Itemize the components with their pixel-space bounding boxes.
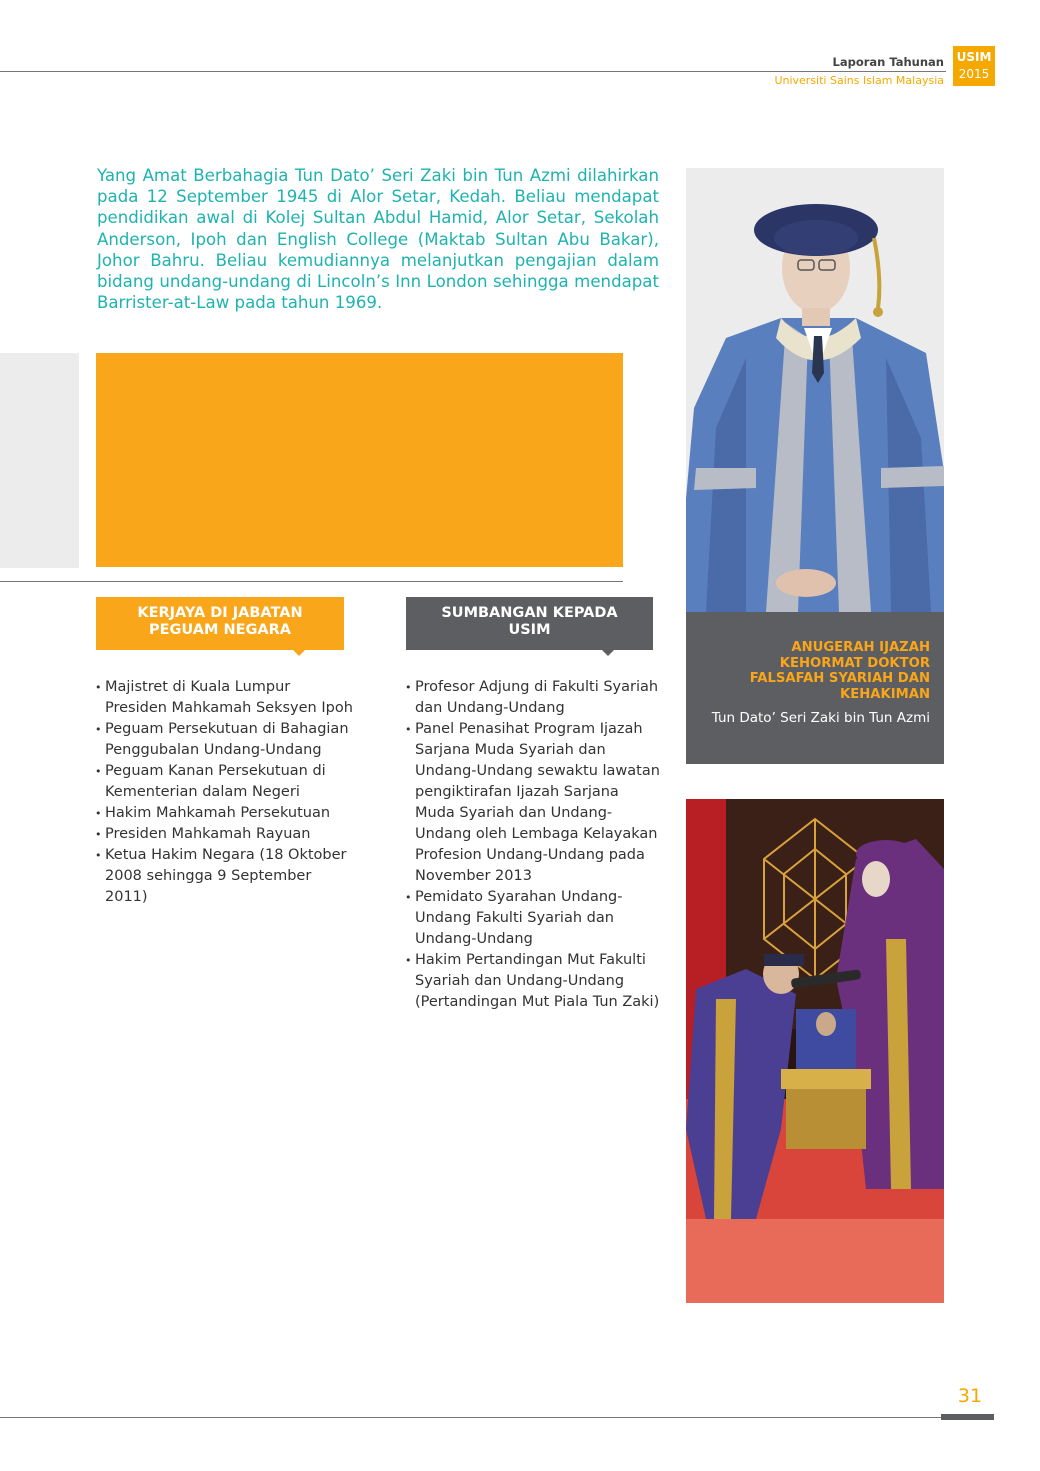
ceremony-illustration xyxy=(686,799,944,1303)
list-item: • Presiden Mahkamah Rayuan xyxy=(95,824,355,845)
awardee-name: Tun Dato’ Seri Zaki bin Tun Azmi xyxy=(711,710,930,726)
list-item: • Profesor Adjung di Fakulti Syariah dan Undang-Undang xyxy=(405,677,660,719)
career-heading-pointer xyxy=(293,650,305,656)
award-title: ANUGERAH IJAZAH KEHORMAT DOKTOR FALSAFAH SYARIAH DAN KEHAKIMAN xyxy=(749,640,930,702)
career-heading-line1: KERJAYA DI JABATAN xyxy=(137,605,303,621)
contribution-heading-pointer xyxy=(602,650,614,656)
badge-year: 2015 xyxy=(958,67,990,81)
list-item: • Hakim Pertandingan Mut Fakulti Syariah dan Undang-Undang (Pertandingan Mut Piala Tun Zaki) xyxy=(405,950,660,1013)
portrait-illustration xyxy=(686,168,944,612)
footer-rule xyxy=(0,1417,942,1418)
list-item: • Pemidato Syarahan Undang-Undang Fakulti Syariah dan Undang-Undang xyxy=(405,887,660,950)
list-item: • Panel Penasihat Program Ijazah Sarjana Muda Syariah dan Undang-Undang sewaktu lawatan pengiktirafan Ijazah Sarjana Muda Syariah dan Undang-Undang oleh Lembaga Kelayakan Profesion Undang-Undang pada November 2013 xyxy=(405,719,660,887)
list-item: • Majistret di Kuala Lumpur Presiden Mahkamah Seksyen Ipoh xyxy=(95,677,355,719)
intro-paragraph: Yang Amat Berbahagia Tun Dato’ Seri Zaki bin Tun Azmi dilahirkan pada 12 September 1945 di Alor Setar, Kedah. Beliau mendapat pendidikan awal di Kolej Sultan Abdul Hamid, Alor Setar, Sekolah Anderson, Ipoh dan English College (Maktab Sultan Abu Bakar), Johor Bahru. Beliau kemudiannya melanjutkan pengajian dalam bidang undang-undang di Lincoln’s Inn London sehingga mendapat Barrister-at-Law pada tahun 1969. xyxy=(97,166,659,313)
orange-banner-block xyxy=(96,353,623,567)
report-title: Laporan Tahunan xyxy=(832,55,944,69)
contribution-list xyxy=(405,677,660,1013)
contribution-heading xyxy=(406,597,653,650)
usim-year-badge xyxy=(953,46,995,86)
career-heading xyxy=(96,597,344,650)
gray-side-block xyxy=(0,353,79,568)
badge-usim: USIM xyxy=(956,50,992,64)
footer-accent-bar xyxy=(941,1414,994,1420)
list-item: • Peguam Kanan Persekutuan di Kementerian dalam Negeri xyxy=(95,761,355,803)
section-divider xyxy=(0,581,623,582)
list-item: • Ketua Hakim Negara (18 Oktober 2008 sehingga 9 September 2011) xyxy=(95,845,355,908)
caption-box xyxy=(686,612,944,764)
ceremony-photo xyxy=(686,799,944,1303)
list-item: • Hakim Mahkamah Persekutuan xyxy=(95,803,355,824)
portrait-photo xyxy=(686,168,944,612)
header-rule xyxy=(0,71,946,72)
contribution-heading-line2: USIM xyxy=(508,622,551,638)
page-number: 31 xyxy=(957,1385,983,1407)
career-list xyxy=(95,677,355,908)
career-heading-line2: PEGUAM NEGARA xyxy=(148,622,291,638)
university-name: Universiti Sains Islam Malaysia xyxy=(774,74,944,87)
list-item: • Peguam Persekutuan di Bahagian Penggubalan Undang-Undang xyxy=(95,719,355,761)
contribution-heading-line1: SUMBANGAN KEPADA xyxy=(441,605,618,621)
